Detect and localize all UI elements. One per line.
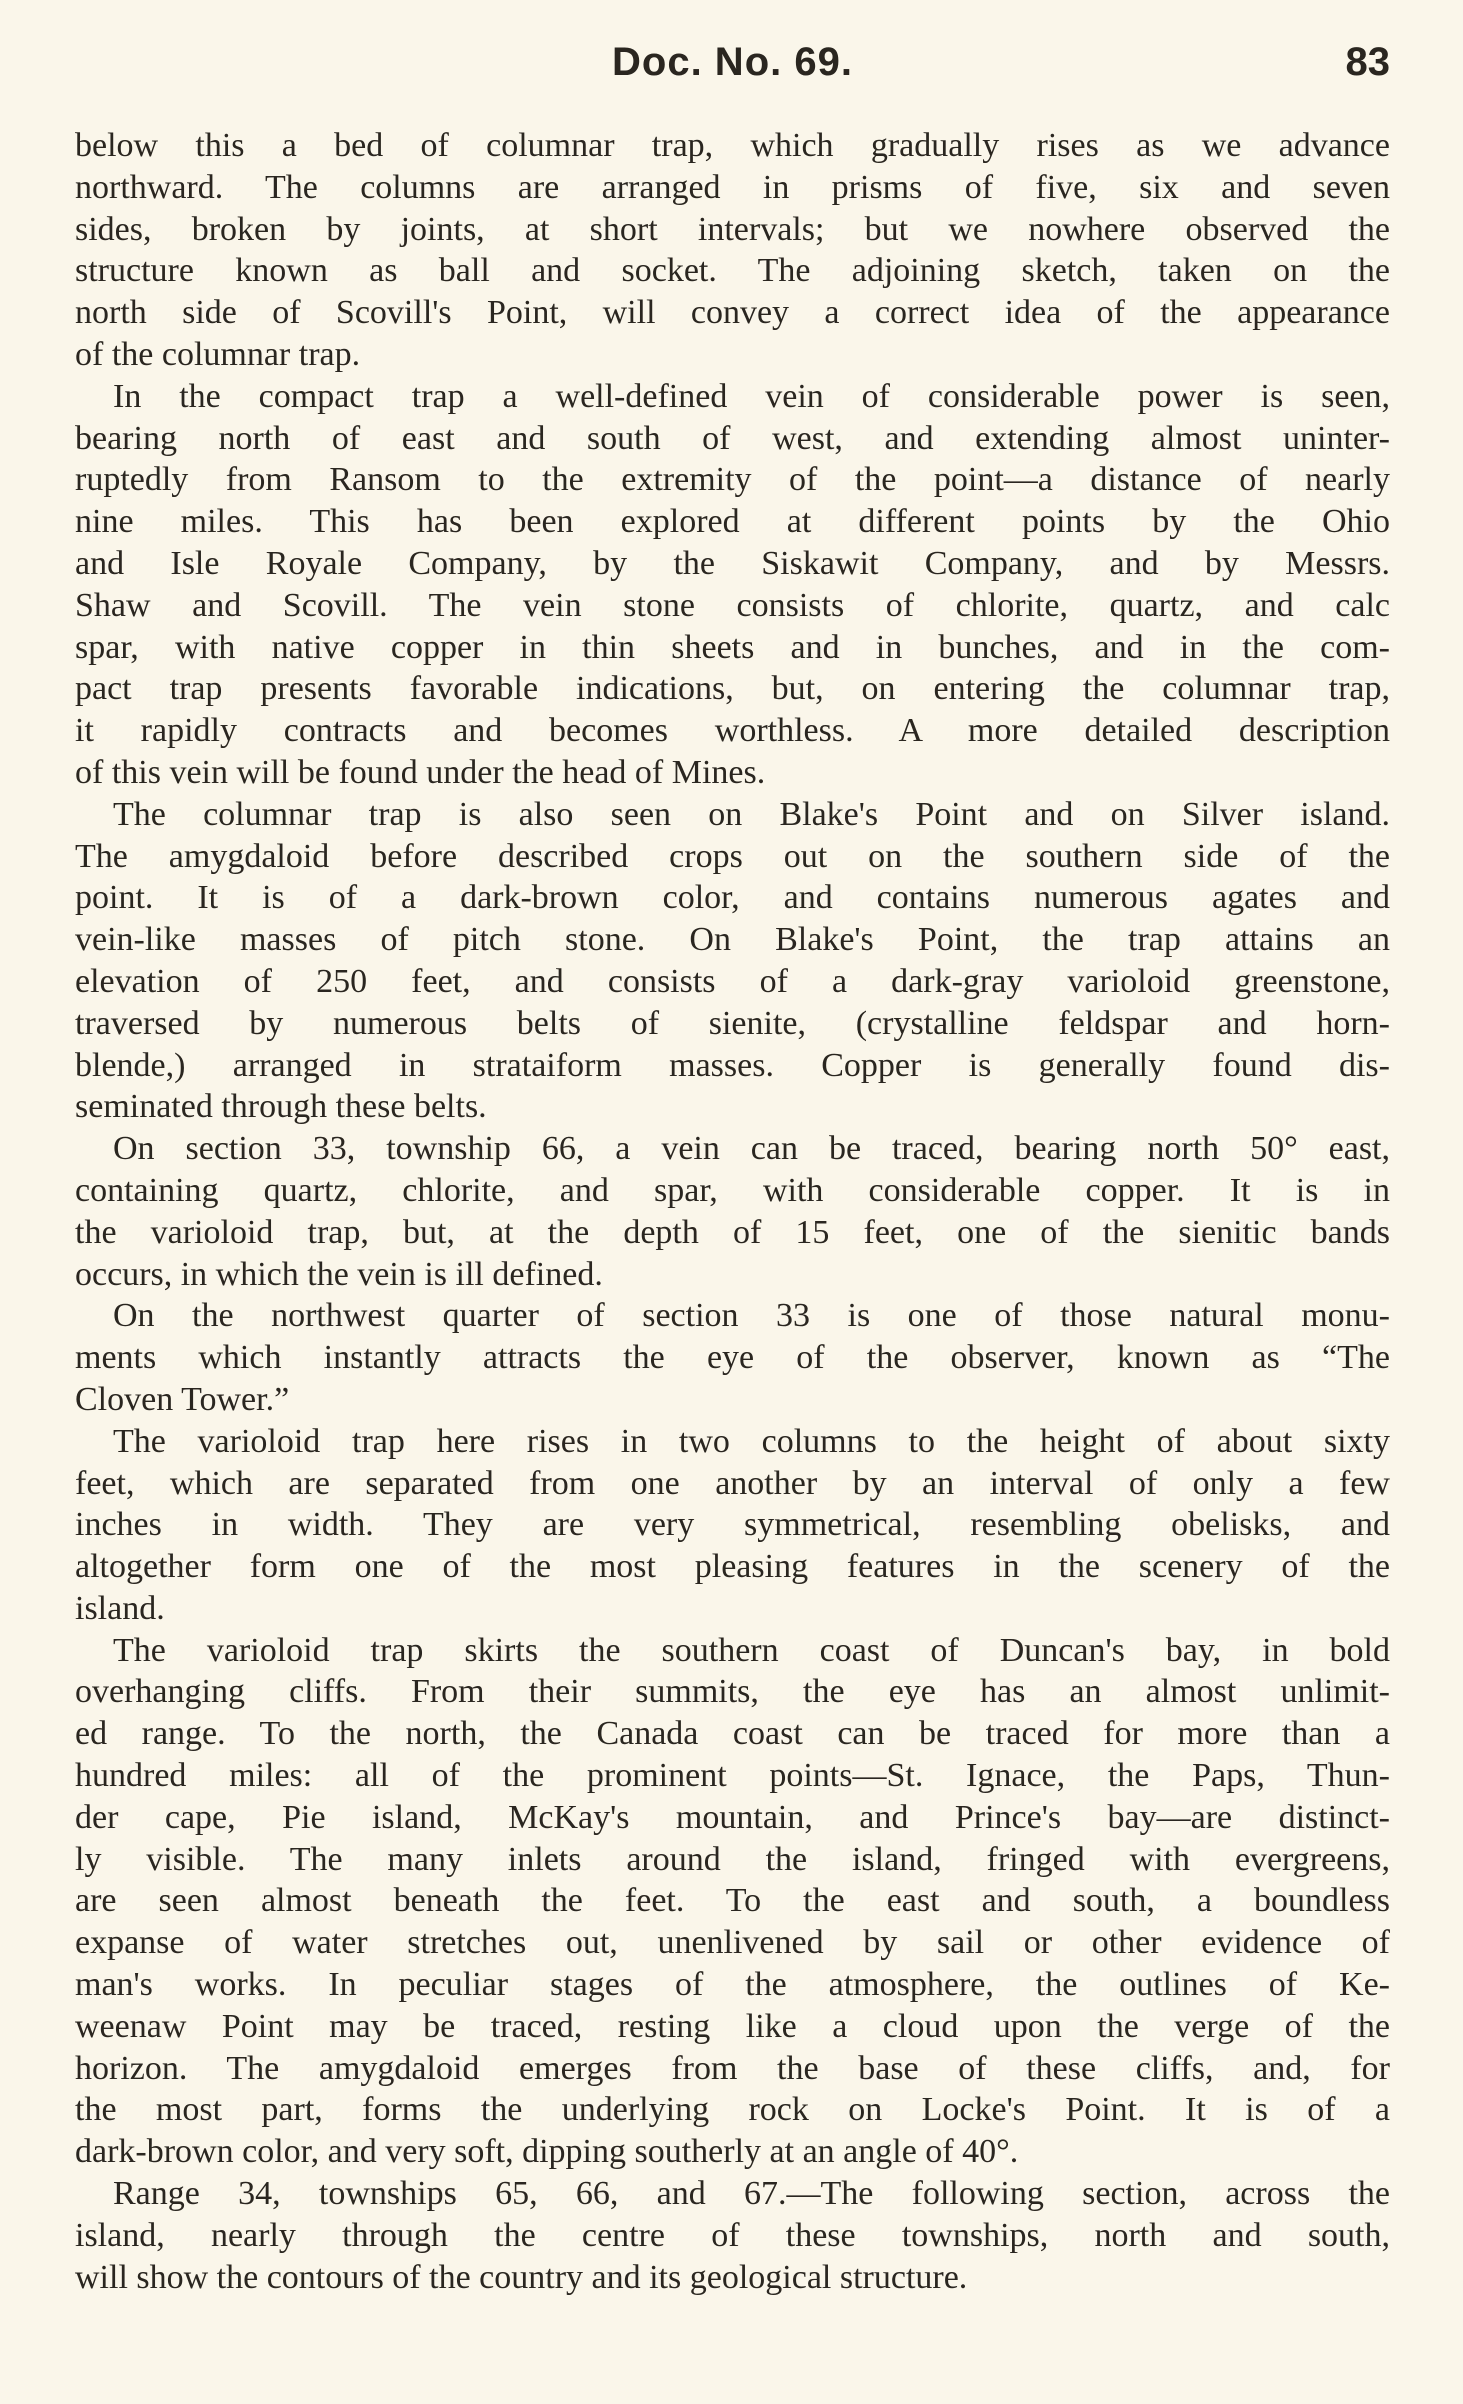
text-line: ments which instantly attracts the eye of the observer, known as “The (75, 1339, 1390, 1377)
text-line: On the northwest quarter of section 33 is one of those natural monu- (113, 1297, 1390, 1335)
text-line: structure known as ball and socket. The adjoining sketch, taken on the (75, 252, 1390, 290)
text-line: feet, which are separated from one another by an interval of only a few (75, 1464, 1390, 1502)
text-line: pact trap presents favorable indications, but, on entering the columnar trap, (75, 670, 1390, 708)
text-line: northward. The columns are arranged in prisms of five, six and seven (75, 168, 1390, 206)
page-number: 83 (1345, 40, 1390, 84)
text-line: will show the contours of the country and its geological structure. (75, 2258, 968, 2296)
text-line: On section 33, township 66, a vein can be traced, bearing north 50° east, (113, 1130, 1390, 1168)
text-line: nine miles. This has been explored at different points by the Ohio (75, 503, 1390, 541)
text-line: blende,) arranged in strataiform masses. Copper is generally found dis- (75, 1046, 1390, 1084)
text-line: expanse of water stretches out, unenlivened by sail or other evidence of (75, 1924, 1390, 1962)
text-line: north side of Scovill's Point, will convey a correct idea of the appearance (75, 294, 1390, 332)
text-line: The columnar trap is also seen on Blake's Point and on Silver island. (113, 795, 1390, 833)
text-line: vein-like masses of pitch stone. On Blake's Point, the trap attains an (75, 921, 1390, 959)
text-line: hundred miles: all of the prominent points—St. Ignace, the Paps, Thun- (75, 1757, 1390, 1795)
text-line: dark-brown color, and very soft, dipping southerly at an angle of 40°. (75, 2133, 1019, 2171)
text-line: The amygdaloid before described crops out on the southern side of the (75, 837, 1390, 875)
text-line: overhanging cliffs. From their summits, the eye has an almost unlimit- (75, 1673, 1390, 1711)
text-line: bearing north of east and south of west, and extending almost uninter- (75, 419, 1390, 457)
text-line: traversed by numerous belts of sienite, (crystalline feldspar and horn- (75, 1004, 1390, 1042)
text-line: weenaw Point may be traced, resting like a cloud upon the verge of the (75, 2007, 1390, 2045)
text-line: In the compact trap a well-defined vein of considerable power is seen, (113, 377, 1390, 415)
text-line: below this a bed of columnar trap, which gradually rises as we advance (75, 127, 1390, 164)
text-line: of this vein will be found under the head of Mines. (75, 753, 766, 791)
text-line: The varioloid trap here rises in two columns to the height of about sixty (113, 1422, 1390, 1460)
text-line: island, nearly through the centre of these townships, north and south, (75, 2216, 1390, 2254)
text-line: ly visible. The many inlets around the island, fringed with evergreens, (75, 1840, 1390, 1878)
running-head (75, 40, 1390, 100)
text-line: point. It is of a dark-brown color, and contains numerous agates and (75, 879, 1390, 917)
text-line: it rapidly contracts and becomes worthless. A more detailed description (75, 712, 1390, 750)
text-line: Shaw and Scovill. The vein stone consists of chlorite, quartz, and calc (75, 586, 1390, 624)
text-line: altogether form one of the most pleasing features in the scenery of the (75, 1548, 1390, 1586)
text-line: Range 34, townships 65, 66, and 67.—The following section, across the (113, 2175, 1390, 2213)
text-line: seminated through these belts. (75, 1088, 487, 1126)
text-line: island. (75, 1589, 165, 1627)
text-line: ed range. To the north, the Canada coast can be traced for more than a (75, 1715, 1390, 1753)
text-line: occurs, in which the vein is ill defined. (75, 1255, 603, 1293)
text-line: elevation of 250 feet, and consists of a dark-gray varioloid greenstone, (75, 962, 1390, 1000)
text-line: and Isle Royale Company, by the Siskawit Company, and by Messrs. (75, 544, 1390, 582)
body-text (75, 125, 1390, 2298)
text-line: of the columnar trap. (75, 335, 361, 373)
text-line: Cloven Tower.” (75, 1380, 290, 1418)
text-line: the most part, forms the underlying rock on Locke's Point. It is of a (75, 2091, 1390, 2129)
text-line: man's works. In peculiar stages of the atmosphere, the outlines of Ke- (75, 1966, 1390, 2004)
text-line: spar, with native copper in thin sheets and in bunches, and in the com- (75, 628, 1390, 666)
text-line: are seen almost beneath the feet. To the east and south, a boundless (75, 1882, 1390, 1920)
text-line: ruptedly from Ransom to the extremity of the point—a distance of nearly (75, 461, 1390, 499)
text-line: horizon. The amygdaloid emerges from the base of these cliffs, and, for (75, 2049, 1390, 2087)
text-line: sides, broken by joints, at short intervals; but we nowhere observed the (75, 210, 1390, 248)
document-title: Doc. No. 69. (612, 40, 853, 84)
text-line: the varioloid trap, but, at the depth of 15 feet, one of the sienitic bands (75, 1213, 1390, 1251)
text-line: inches in width. They are very symmetrical, resembling obelisks, and (75, 1506, 1390, 1544)
text-line: der cape, Pie island, McKay's mountain, and Prince's bay—are distinct- (75, 1798, 1390, 1836)
text-line: The varioloid trap skirts the southern coast of Duncan's bay, in bold (113, 1631, 1390, 1669)
text-line: containing quartz, chlorite, and spar, with considerable copper. It is in (75, 1171, 1390, 1209)
